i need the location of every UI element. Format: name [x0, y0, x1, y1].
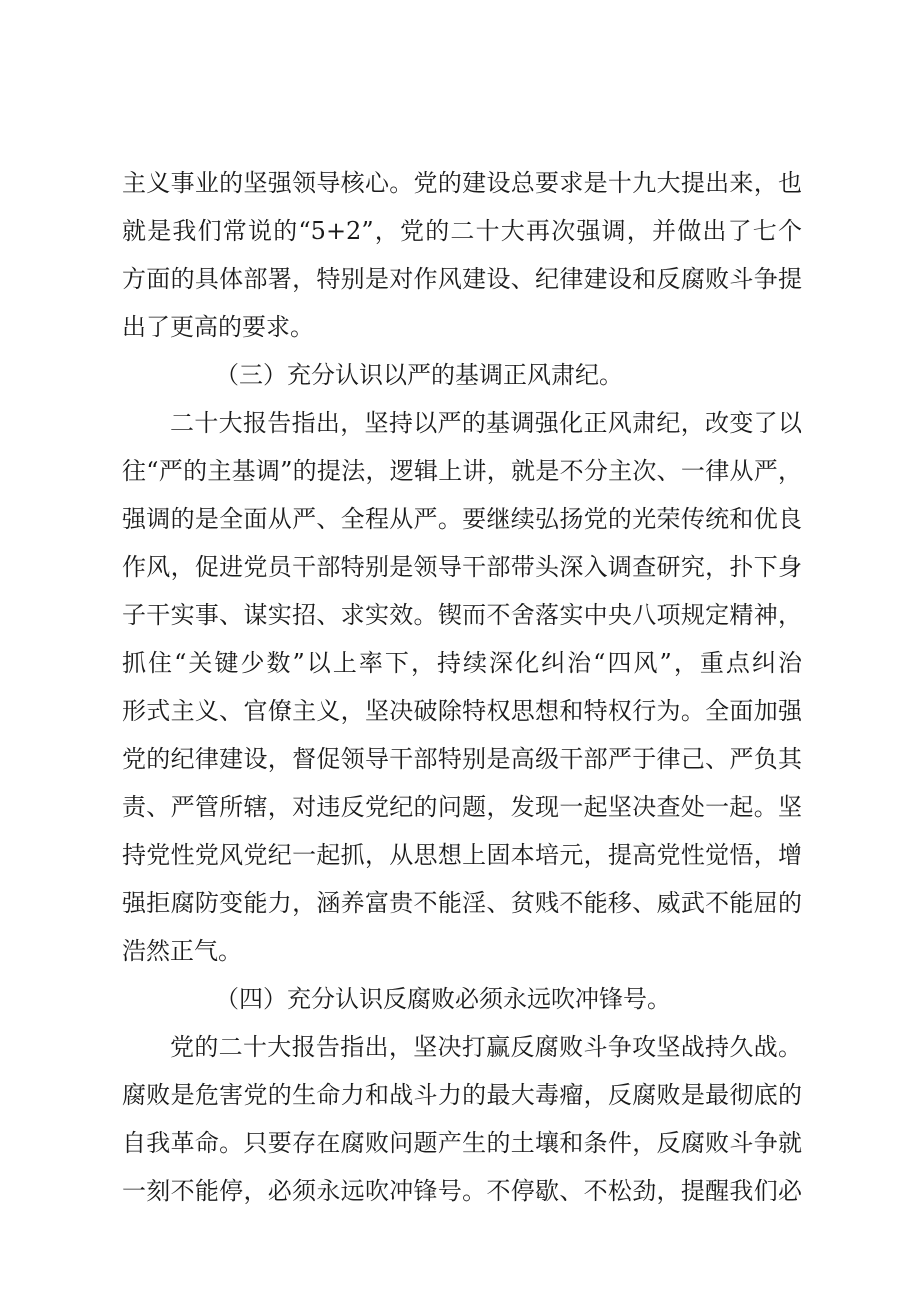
- section-heading: （三）充分认识以严的基调正风肃纪。: [215, 361, 623, 389]
- text-line: 自我革命。只要存在腐败问题产生的土壤和条件，反腐败斗争就: [122, 1129, 802, 1157]
- text-line: 子干实事、谋实招、求实效。锲而不舍落实中央八项规定精神，: [122, 601, 802, 629]
- text-line: 强拒腐防变能力，涵养富贵不能淫、贫贱不能移、威武不能屈的: [122, 889, 802, 917]
- text-line: 一刻不能停，必须永远吹冲锋号。不停歇、不松劲，提醒我们必: [122, 1177, 802, 1205]
- text-line: 出了更高的要求。: [122, 313, 314, 341]
- text-line: 主义事业的坚强领导核心。党的建设总要求是十九大提出来，也: [122, 169, 802, 197]
- text-line: 党的纪律建设，督促领导干部特别是高级干部严于律己、严负其: [122, 745, 802, 773]
- paragraph-first-line: 二十大报告指出，坚持以严的基调强化正风肃纪，改变了以: [170, 409, 802, 437]
- text-line: 浩然正气。: [122, 937, 242, 965]
- section-heading: （四）充分认识反腐败必须永远吹冲锋号。: [215, 985, 671, 1013]
- text-line: 就是我们常说的“5+2”，党的二十大再次强调，并做出了七个: [122, 217, 802, 245]
- text-line: 腐败是危害党的生命力和战斗力的最大毒瘤，反腐败是最彻底的: [122, 1081, 802, 1109]
- text-line: 往“严的主基调”的提法，逻辑上讲，就是不分主次、一律从严，: [122, 457, 802, 485]
- text-line: 抓住“关键少数”以上率下，持续深化纠治“四风”，重点纠治: [122, 649, 802, 677]
- text-line: 持党性党风党纪一起抓，从思想上固本培元，提高党性觉悟，增: [122, 841, 802, 869]
- text-line: 作风，促进党员干部特别是领导干部带头深入调查研究，扑下身: [122, 553, 802, 581]
- paragraph-first-line: 党的二十大报告指出，坚决打赢反腐败斗争攻坚战持久战。: [170, 1033, 802, 1061]
- text-line: 责、严管所辖，对违反党纪的问题，发现一起坚决查处一起。坚: [122, 793, 802, 821]
- text-line: 形式主义、官僚主义，坚决破除特权思想和特权行为。全面加强: [122, 697, 802, 725]
- text-line: 强调的是全面从严、全程从严。要继续弘扬党的光荣传统和优良: [122, 505, 802, 533]
- text-line: 方面的具体部署，特别是对作风建设、纪律建设和反腐败斗争提: [122, 265, 802, 293]
